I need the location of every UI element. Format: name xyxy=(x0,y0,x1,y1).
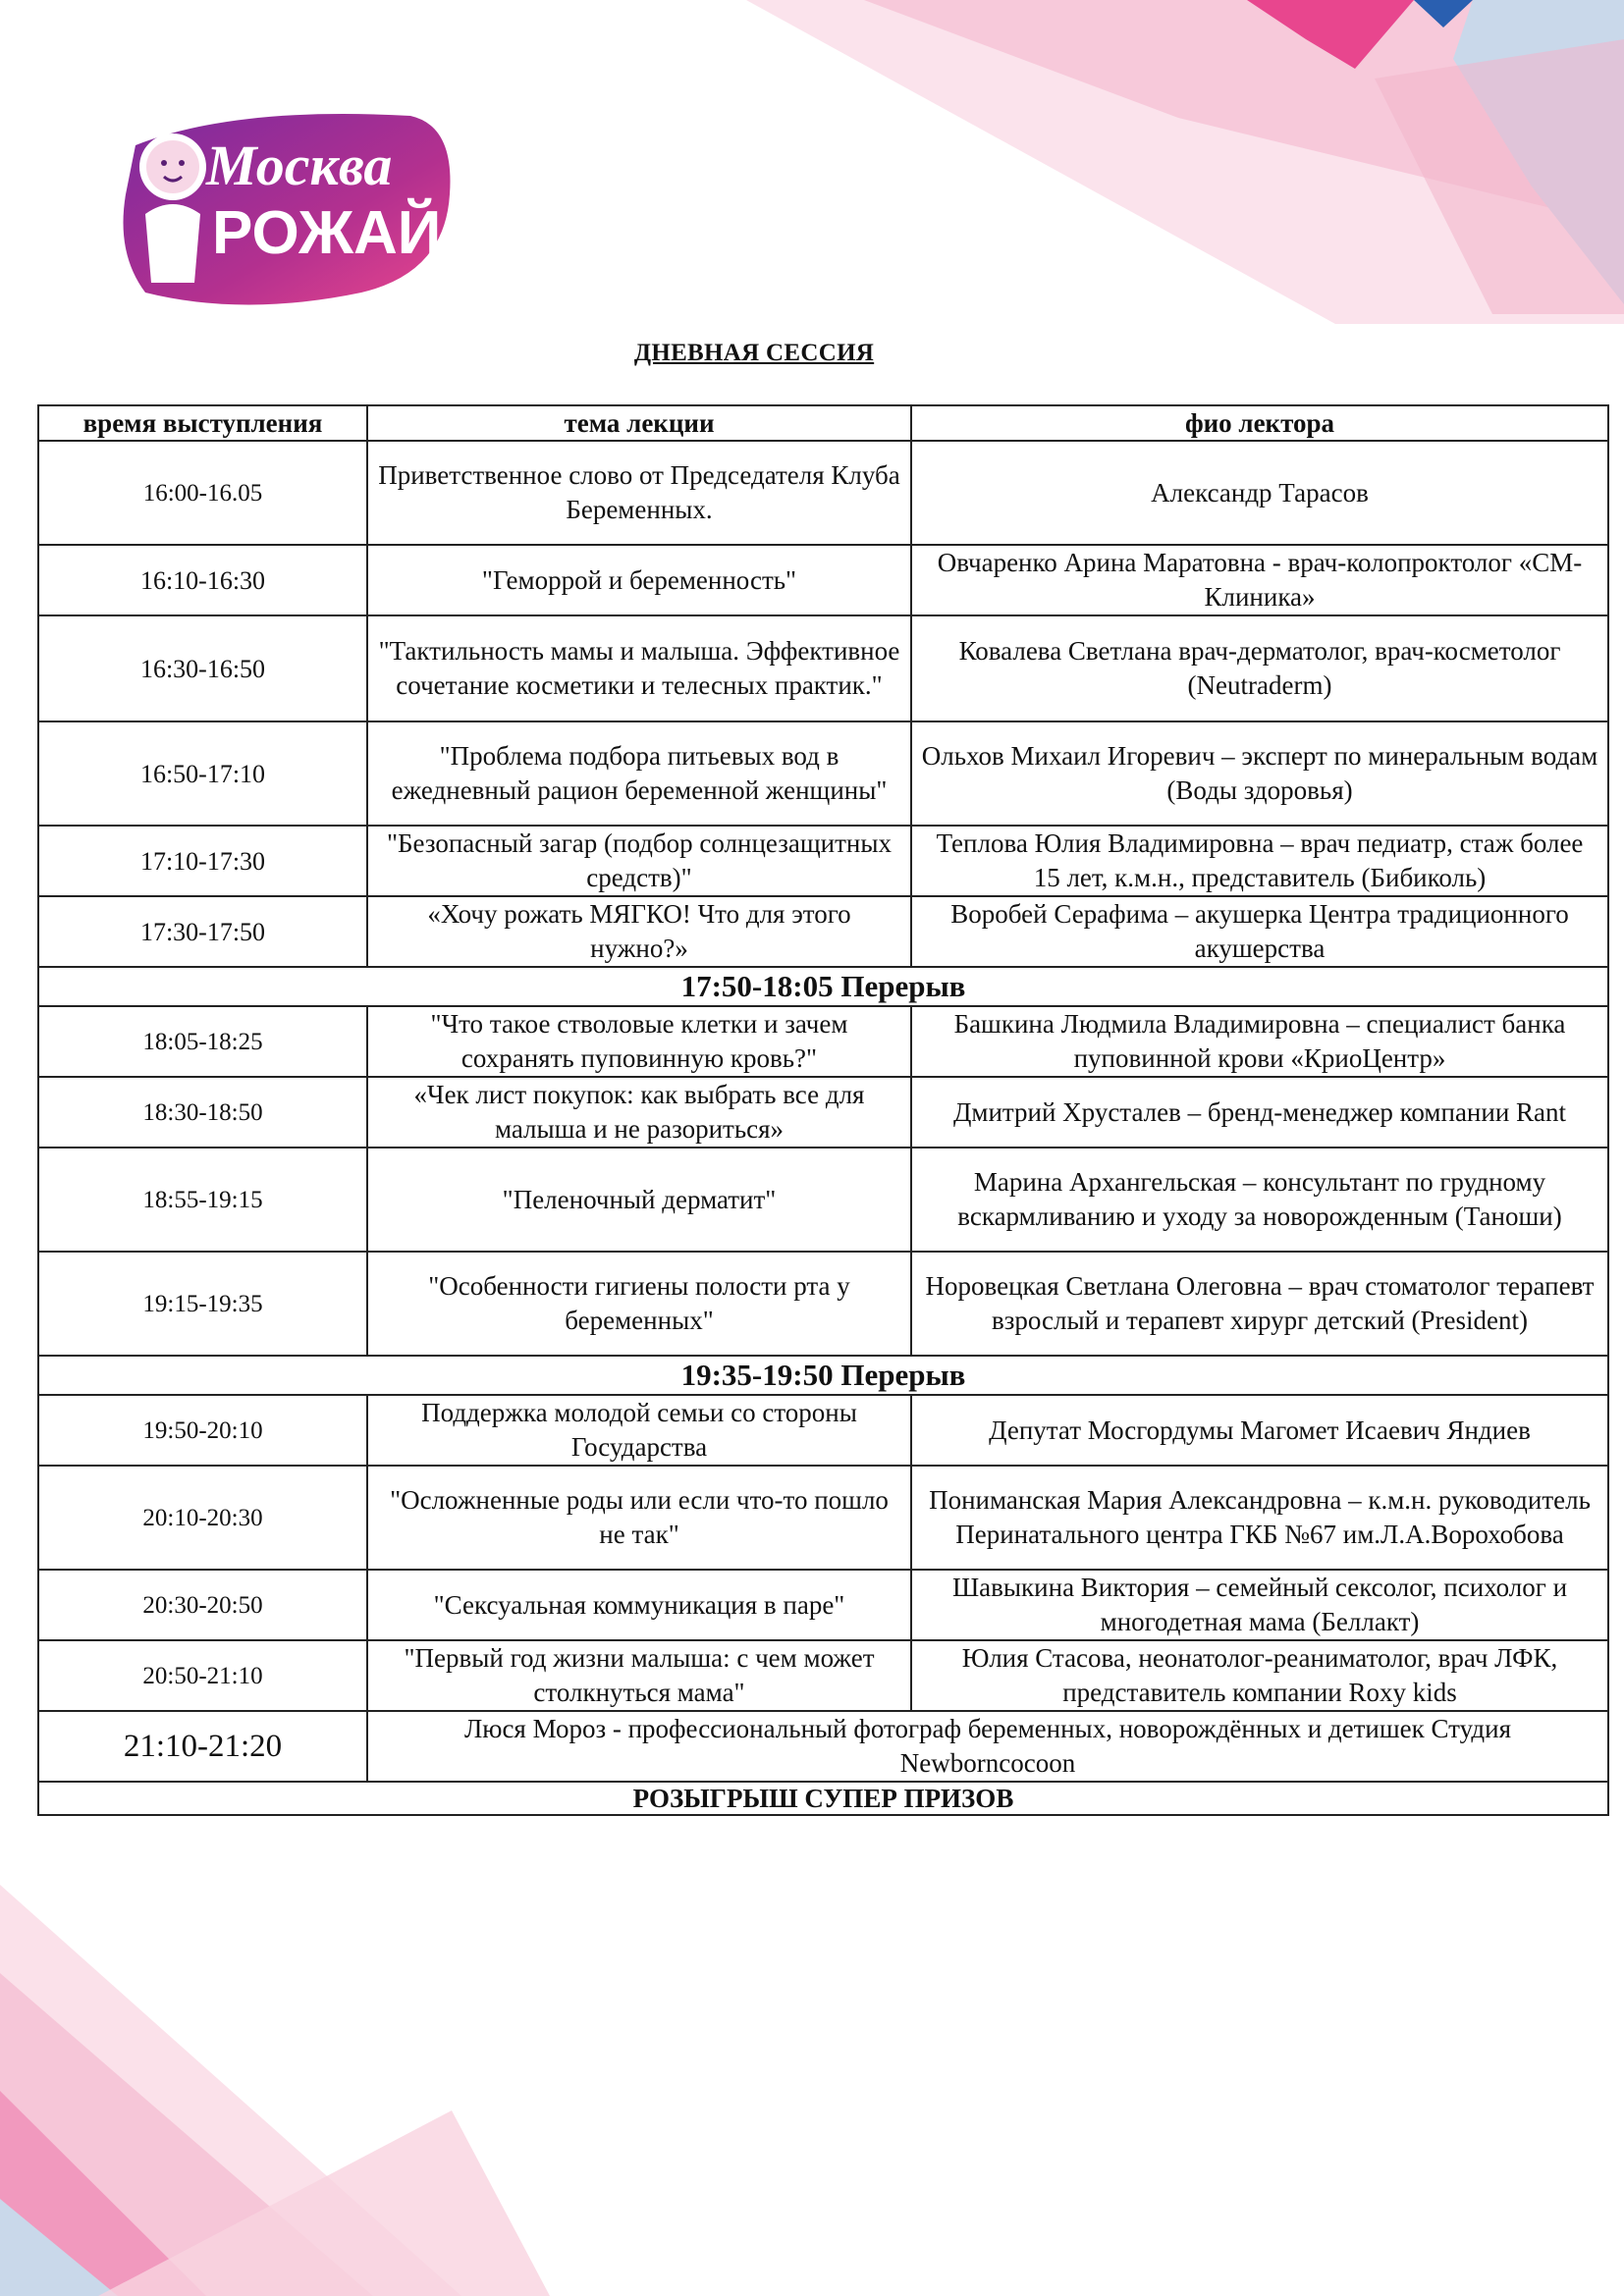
table-row xyxy=(38,896,1608,967)
speaker-cell: Александр Тарасов xyxy=(911,441,1608,545)
topic-cell: "Пеленочный дерматит" xyxy=(367,1148,911,1252)
topic-cell: "Тактильность мамы и малыша. Эффективное сочетание косметики и телесных практик." xyxy=(367,615,911,721)
speaker-cell: Норовецкая Светлана Олеговна – врач стоматолог терапевт взрослый и терапевт хирург детский (President) xyxy=(911,1252,1608,1356)
header-speaker: фио лектора xyxy=(911,405,1608,441)
header-time: время выступления xyxy=(38,405,367,441)
topic-cell: «Хочу рожать МЯГКО! Что для этого нужно?» xyxy=(367,896,911,967)
time-cell: 18:55-19:15 xyxy=(38,1148,367,1252)
table-row xyxy=(38,441,1608,545)
time-cell: 21:10-21:20 xyxy=(38,1711,367,1782)
break-label: 19:35-19:50 Перерыв xyxy=(38,1356,1608,1395)
speaker-cell: Шавыкина Виктория – семейный сексолог, психолог и многодетная мама (Беллакт) xyxy=(911,1570,1608,1640)
topic-cell: "Что такое стволовые клетки и зачем сохранять пуповинную кровь?" xyxy=(367,1006,911,1077)
table-row xyxy=(38,1395,1608,1466)
table-row xyxy=(38,1466,1608,1570)
time-cell: 16:00-16.05 xyxy=(38,441,367,545)
table-row xyxy=(38,826,1608,896)
time-cell: 16:30-16:50 xyxy=(38,615,367,721)
table-row xyxy=(38,1640,1608,1711)
time-cell: 20:50-21:10 xyxy=(38,1640,367,1711)
time-cell: 19:15-19:35 xyxy=(38,1252,367,1356)
topic-cell: "Особенности гигиены полости рта у беременных" xyxy=(367,1252,911,1356)
topic-cell: "Проблема подбора питьевых вод в ежедневный рацион беременной женщины" xyxy=(367,721,911,826)
table-row xyxy=(38,1148,1608,1252)
schedule-table xyxy=(37,404,1609,1816)
table-row xyxy=(38,1077,1608,1148)
time-cell: 17:30-17:50 xyxy=(38,896,367,967)
time-cell: 20:30-20:50 xyxy=(38,1570,367,1640)
break-row xyxy=(38,1356,1608,1395)
speaker-cell: Воробей Серафима – акушерка Центра традиционного акушерства xyxy=(911,896,1608,967)
topic-cell: Поддержка молодой семьи со стороны Государства xyxy=(367,1395,911,1466)
table-row xyxy=(38,1570,1608,1640)
break-label: 17:50-18:05 Перерыв xyxy=(38,967,1608,1006)
topic-cell: "Первый год жизни малыша: с чем может столкнуться мама" xyxy=(367,1640,911,1711)
time-cell: 16:50-17:10 xyxy=(38,721,367,826)
session-title: ДНЕВНАЯ СЕССИЯ xyxy=(633,340,875,366)
speaker-cell: Депутат Мосгордумы Магомет Исаевич Яндиев xyxy=(911,1395,1608,1466)
speaker-cell: Пониманская Мария Александровна – к.м.н. руководитель Перинатального центра ГКБ №67 им.Л.А.Ворохобова xyxy=(911,1466,1608,1570)
time-cell: 18:05-18:25 xyxy=(38,1006,367,1077)
table-header-row xyxy=(38,405,1608,441)
speaker-cell: Овчаренко Арина Маратовна - врач-колопроктолог «СМ-Клиника» xyxy=(911,545,1608,615)
logo-word-rozhay: РОЖАЙ xyxy=(212,199,442,267)
speaker-cell: Теплова Юлия Владимировна – врач педиатр, стаж более 15 лет, к.м.н., представитель (Бибиколь) xyxy=(911,826,1608,896)
time-cell: 19:50-20:10 xyxy=(38,1395,367,1466)
prize-row xyxy=(38,1782,1608,1815)
speaker-cell: Ковалева Светлана врач-дерматолог, врач-косметолог (Neutraderm) xyxy=(911,615,1608,721)
moskva-rozhay-logo xyxy=(116,106,460,312)
prize-label: РОЗЫГРЫШ СУПЕР ПРИЗОВ xyxy=(38,1782,1608,1815)
table-row xyxy=(38,721,1608,826)
time-cell: 17:10-17:30 xyxy=(38,826,367,896)
time-cell: 16:10-16:30 xyxy=(38,545,367,615)
topic-cell: Приветственное слово от Председателя Клуба Беременных. xyxy=(367,441,911,545)
speaker-cell: Марина Архангельская – консультант по грудному вскармливанию и уходу за новорожденным (Таноши) xyxy=(911,1148,1608,1252)
topic-cell: "Безопасный загар (подбор солнцезащитных средств)" xyxy=(367,826,911,896)
topic-cell: «Чек лист покупок: как выбрать все для малыша и не разориться» xyxy=(367,1077,911,1148)
table-row xyxy=(38,1711,1608,1782)
logo-word-moskva: Москва xyxy=(206,133,393,197)
table-row xyxy=(38,1252,1608,1356)
table-row xyxy=(38,545,1608,615)
table-row xyxy=(38,1006,1608,1077)
table-row xyxy=(38,615,1608,721)
speaker-cell: Ольхов Михаил Игоревич – эксперт по минеральным водам (Воды здоровья) xyxy=(911,721,1608,826)
topic-cell: "Геморрой и беременность" xyxy=(367,545,911,615)
speaker-cell: Башкина Людмила Владимировна – специалист банка пуповинной крови «КриоЦентр» xyxy=(911,1006,1608,1077)
speaker-cell: Юлия Стасова, неонатолог-реаниматолог, врач ЛФК, представитель компании Roxy kids xyxy=(911,1640,1608,1711)
time-cell: 20:10-20:30 xyxy=(38,1466,367,1570)
speaker-cell: Дмитрий Хрусталев – бренд-менеджер компании Rant xyxy=(911,1077,1608,1148)
time-cell: 18:30-18:50 xyxy=(38,1077,367,1148)
topic-cell: "Осложненные роды или если что-то пошло не так" xyxy=(367,1466,911,1570)
topic-cell: "Сексуальная коммуникация в паре" xyxy=(367,1570,911,1640)
header-topic: тема лекции xyxy=(367,405,911,441)
break-row xyxy=(38,967,1608,1006)
merged-topic-speaker-cell: Люся Мороз - профессиональный фотограф беременных, новорождённых и детишек Студия Newborncocoon xyxy=(367,1711,1608,1782)
